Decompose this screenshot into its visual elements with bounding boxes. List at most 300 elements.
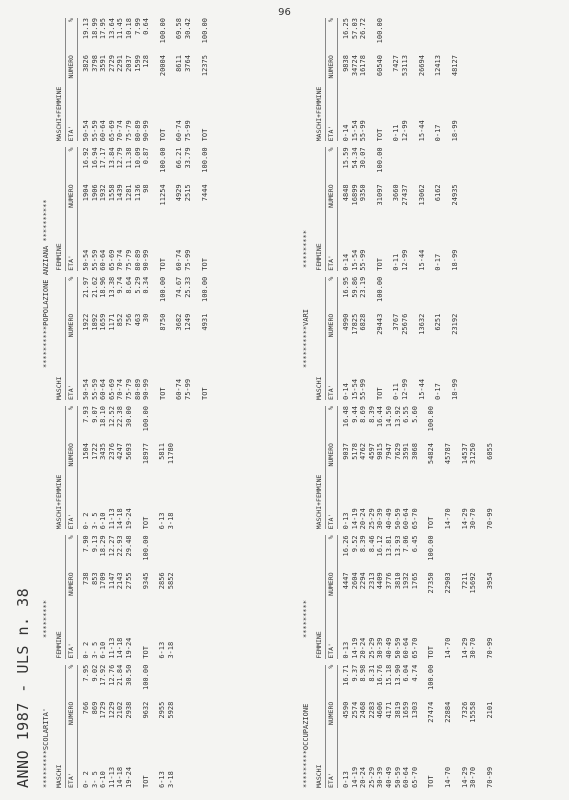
- table-cell: [410, 147, 418, 184]
- table-cell: 50-54: [82, 249, 90, 271]
- table-cell: 738: [82, 572, 90, 586]
- table-cell: 20-24: [359, 766, 368, 788]
- table-cell: [478, 572, 486, 616]
- section-header-stars: *********: [302, 230, 310, 268]
- table-cell: TOT: [375, 258, 384, 271]
- table-cell: 5928: [166, 701, 175, 719]
- table-cell: [461, 406, 470, 443]
- table-cell: [419, 572, 427, 616]
- table-cell: 100.00: [158, 18, 167, 44]
- table-cell: 15558: [469, 701, 478, 723]
- table-cell: 4597: [367, 443, 376, 460]
- table-cell: 22.38: [116, 406, 125, 428]
- table-cell: 1147: [107, 572, 116, 590]
- table-cell: 15-44: [417, 378, 426, 401]
- table-cell: [486, 406, 495, 443]
- table-cell: 2955: [158, 701, 167, 719]
- table-cell: 27474: [427, 701, 436, 723]
- table-cell: 18.29: [99, 535, 108, 557]
- table-cell: 30-70: [469, 766, 478, 788]
- table-cell: TOT: [141, 775, 150, 788]
- table-cell: 16.92: [82, 147, 90, 169]
- table-cell: [419, 487, 427, 529]
- table-cell: [151, 314, 159, 358]
- table-cell: 15692: [469, 572, 478, 594]
- table-cell: 8611: [175, 55, 184, 72]
- table-row: [392, 277, 401, 400]
- table-cell: 6055: [485, 443, 494, 460]
- table-body: [342, 18, 459, 141]
- table-row: [359, 277, 368, 400]
- table-cell: 13.93: [393, 535, 402, 557]
- table-row: [134, 277, 143, 400]
- table-cell: 0-17: [434, 253, 443, 271]
- table-cell: [150, 535, 158, 572]
- table-cell: [436, 702, 444, 746]
- table-cell: 853: [90, 572, 99, 586]
- table-cell: [150, 406, 158, 443]
- table-cell: 20004: [158, 55, 167, 77]
- table-cell: 14-19: [350, 766, 359, 788]
- table-row: [461, 665, 470, 788]
- table-cell: 9015: [376, 443, 385, 460]
- table-cell: 3810: [393, 572, 402, 590]
- block-title: MASCHI: [55, 764, 63, 788]
- table-row: [151, 277, 159, 400]
- table-cell: 60-64: [99, 120, 108, 142]
- table-row: [419, 535, 427, 658]
- table-cell: 2468: [359, 701, 368, 719]
- table-cell: 12413: [434, 55, 443, 77]
- table-cell: 4931: [200, 313, 209, 331]
- column-header: NUMERO: [327, 443, 335, 467]
- table-cell: 18-99: [450, 249, 459, 271]
- table-cell: 3- 5: [90, 771, 99, 788]
- table-cell: 16.26: [342, 535, 350, 557]
- table-cell: [453, 406, 461, 443]
- table-row: [410, 147, 418, 270]
- table-row: [116, 277, 125, 400]
- table-block: [314, 271, 494, 400]
- table-cell: 100.00: [200, 276, 209, 303]
- table-cell: 12.76: [107, 664, 116, 686]
- table-cell: [426, 55, 434, 99]
- table-cell: [158, 535, 167, 572]
- table-cell: 4848: [342, 184, 350, 202]
- table-row: [184, 18, 193, 141]
- table-row: [434, 277, 443, 400]
- column-headers: [325, 665, 338, 788]
- column-header: NUMERO: [327, 701, 335, 726]
- table-cell: [193, 55, 201, 99]
- table-cell: 30-39: [376, 637, 385, 659]
- table-row: [91, 535, 100, 658]
- table-cell: 18-99: [450, 120, 459, 142]
- table-row: [134, 535, 142, 658]
- table-cell: [426, 18, 434, 55]
- table-cell: [436, 406, 444, 443]
- table-body: [82, 406, 175, 529]
- table-cell: 25-29: [367, 508, 376, 530]
- table-row: [392, 147, 401, 270]
- table-cell: [401, 18, 410, 55]
- table-cell: 100.00: [200, 147, 209, 173]
- table-cell: 0-11: [392, 253, 401, 271]
- table-cell: 6.04: [402, 664, 411, 682]
- table-row: [436, 535, 444, 658]
- table-cell: 100.00: [375, 18, 384, 44]
- table-cell: [150, 746, 158, 788]
- table-row: [402, 665, 411, 788]
- column-headers: [65, 665, 78, 788]
- table-cell: 7629: [393, 443, 402, 460]
- table-cell: [392, 18, 401, 55]
- table-row: [453, 406, 461, 529]
- table-cell: [410, 314, 418, 358]
- table-cell: [158, 665, 167, 702]
- column-headers: [65, 406, 78, 529]
- table-cell: 14-29: [460, 637, 469, 659]
- table-cell: 15-44: [417, 249, 426, 271]
- table-cell: 17.92: [99, 664, 108, 686]
- table-cell: 6.55: [402, 406, 411, 423]
- table-cell: 14-18: [116, 508, 125, 530]
- table-cell: 9.74: [116, 276, 125, 294]
- top-tables: [54, 12, 209, 788]
- table-row: [351, 147, 360, 270]
- table-cell: [151, 277, 159, 314]
- table-cell: 12-99: [400, 249, 409, 271]
- table-cell: 23.19: [359, 276, 368, 298]
- table-cell: 15-54: [350, 378, 359, 401]
- table-cell: [167, 665, 176, 702]
- table-row: [443, 277, 451, 400]
- table-cell: 70-99: [485, 766, 494, 788]
- table-cell: [419, 702, 427, 746]
- table-cell: 3682: [175, 313, 184, 331]
- table-row: [394, 535, 403, 658]
- table-cell: 6-10: [99, 641, 108, 659]
- column-header: %: [327, 147, 335, 152]
- table-cell: 4.74: [410, 664, 419, 682]
- block-title: MASCHI+FEMMINE: [315, 86, 323, 142]
- table-cell: [436, 443, 444, 487]
- table-cell: 80-89: [133, 249, 142, 271]
- table-cell: [451, 147, 460, 184]
- table-cell: 60-74: [175, 378, 184, 401]
- table-body: [82, 18, 209, 141]
- column-header: %: [67, 147, 75, 152]
- table-cell: 7.95: [82, 664, 90, 682]
- bottom-sections: [300, 12, 494, 788]
- table-cell: 6-13: [158, 641, 167, 659]
- table-row: [82, 406, 91, 529]
- table-cell: 50-59: [393, 766, 402, 788]
- table-body: [342, 406, 494, 529]
- table-cell: 2313: [367, 572, 376, 590]
- table-row: [99, 277, 108, 400]
- table-cell: [193, 229, 201, 271]
- section-header: *********OCCUPAZIONE: [302, 703, 310, 788]
- table-cell: 30.42: [183, 18, 192, 40]
- block-title: MASCHI: [315, 764, 323, 788]
- table-row: [384, 277, 392, 400]
- table-block: [54, 12, 209, 141]
- table-row: [91, 18, 100, 141]
- table-row: [116, 535, 125, 658]
- table-cell: [134, 572, 142, 616]
- table-cell: 65-70: [410, 508, 419, 530]
- table-cell: 31250: [469, 443, 478, 465]
- table-cell: [167, 406, 176, 443]
- column-header: %: [327, 664, 335, 669]
- table-cell: 2101: [485, 701, 494, 719]
- table-cell: [368, 147, 376, 184]
- table-cell: [134, 617, 142, 659]
- table-block: [54, 659, 209, 788]
- table-row: [359, 406, 368, 529]
- column-header: NUMERO: [67, 572, 75, 596]
- table-cell: 33.79: [183, 147, 192, 169]
- column-header: NUMERO: [67, 313, 75, 338]
- table-cell: 0-13: [342, 771, 350, 788]
- table-block: [54, 400, 209, 529]
- table-cell: 0-13: [342, 512, 350, 530]
- table-cell: 1439: [116, 184, 125, 202]
- table-cell: 27437: [400, 184, 409, 206]
- table-cell: 70-74: [116, 249, 125, 271]
- table-cell: [419, 443, 427, 487]
- table-cell: 5852: [166, 572, 175, 590]
- table-block: [54, 529, 209, 658]
- table-cell: [167, 18, 175, 55]
- table-cell: [418, 18, 427, 55]
- table-cell: [478, 406, 486, 443]
- table-cell: 70-74: [116, 378, 125, 401]
- table-cell: 100.00: [427, 535, 436, 561]
- table-row: [351, 406, 360, 529]
- table-cell: 65-70: [410, 766, 419, 788]
- table-cell: 60-64: [99, 378, 108, 401]
- table-cell: 9.37: [350, 664, 359, 682]
- table-cell: 11254: [158, 184, 167, 206]
- table-row: [453, 665, 461, 788]
- column-header: ETA': [67, 125, 75, 142]
- table-cell: 13.90: [393, 664, 402, 686]
- table-row: [401, 277, 410, 400]
- table-cell: 100.00: [158, 147, 167, 173]
- table-cell: 0-14: [342, 253, 350, 271]
- table-cell: [410, 99, 418, 141]
- column-header: ETA': [327, 513, 335, 530]
- table-row: [167, 147, 175, 270]
- table-cell: 30.07: [359, 147, 368, 169]
- table-row: [394, 406, 403, 529]
- table-row: [443, 147, 451, 270]
- table-cell: 30-39: [376, 508, 385, 530]
- table-cell: TOT: [158, 387, 167, 401]
- table-cell: 22903: [443, 572, 452, 594]
- table-cell: 1558: [107, 184, 116, 202]
- table-row: [193, 18, 201, 141]
- table-row: [158, 535, 167, 658]
- table-cell: 9632: [141, 701, 150, 719]
- table-cell: 463: [133, 313, 142, 327]
- table-cell: 34724: [350, 55, 359, 77]
- column-header: NUMERO: [327, 184, 335, 208]
- table-cell: 25676: [400, 313, 409, 335]
- report-title: ANNO 1987 - ULS n. 38: [14, 587, 32, 788]
- table-row: [193, 147, 201, 270]
- table-cell: 90-99: [142, 249, 151, 271]
- table-cell: 40-49: [384, 508, 393, 530]
- table-cell: 13.92: [393, 406, 402, 428]
- table-cell: 11780: [166, 443, 175, 465]
- table-cell: 18.10: [99, 406, 108, 428]
- table-row: [342, 18, 351, 141]
- table-cell: 100.00: [141, 406, 150, 432]
- table-cell: TOT: [427, 516, 436, 530]
- table-cell: 9.44: [350, 406, 359, 423]
- table-cell: 19-24: [124, 766, 133, 788]
- table-cell: 3435: [99, 443, 108, 460]
- table-cell: [453, 487, 461, 529]
- table-cell: 6828: [359, 313, 368, 331]
- table-block: [54, 271, 209, 400]
- bottom-tables: [314, 12, 494, 788]
- table-cell: 3819: [393, 701, 402, 719]
- table-cell: 5178: [350, 443, 359, 460]
- table-cell: [167, 147, 175, 184]
- table-cell: 30.00: [124, 406, 133, 428]
- table-cell: [193, 358, 201, 400]
- table-cell: 70-99: [485, 637, 494, 659]
- table-cell: 100.00: [141, 664, 150, 690]
- table-cell: 16.12: [376, 535, 385, 557]
- table-cell: 40-49: [384, 637, 393, 659]
- table-cell: [368, 184, 376, 228]
- table-row: [392, 18, 401, 141]
- table-cell: 9.02: [90, 664, 99, 682]
- table-cell: [426, 99, 434, 141]
- table-cell: [134, 487, 142, 529]
- table-cell: 756: [124, 313, 133, 327]
- table-cell: 6251: [434, 313, 443, 331]
- table-row: [82, 147, 91, 270]
- table-body: [342, 665, 494, 788]
- table-cell: 17.17: [99, 147, 108, 169]
- table-row: [384, 147, 392, 270]
- table-cell: 0-11: [392, 124, 401, 142]
- table-row: [359, 147, 368, 270]
- table-cell: 90-99: [142, 378, 151, 401]
- table-row: [134, 18, 143, 141]
- column-headers: [65, 18, 78, 141]
- table-row: [108, 277, 117, 400]
- table-cell: [384, 147, 392, 184]
- table-row: [418, 18, 427, 141]
- table-cell: 6.45: [410, 535, 419, 553]
- table-cell: [134, 665, 142, 702]
- table-cell: 19.13: [82, 18, 90, 40]
- table-cell: 2515: [183, 184, 192, 202]
- table-cell: 7326: [460, 701, 469, 719]
- table-cell: 1229: [107, 701, 116, 719]
- table-row: [158, 406, 167, 529]
- table-cell: TOT: [200, 128, 209, 142]
- table-row: [82, 535, 91, 658]
- table-cell: [478, 617, 486, 659]
- table-cell: [443, 184, 451, 228]
- table-cell: [134, 406, 142, 443]
- table-row: [159, 277, 168, 400]
- table-cell: 50-59: [393, 637, 402, 659]
- section-header: **********POPOLAZIONE ANZIANA **********: [42, 199, 50, 368]
- table-cell: 3776: [384, 572, 393, 590]
- table-cell: 1722: [90, 443, 99, 460]
- table-cell: [167, 314, 175, 358]
- table-cell: 55-99: [359, 120, 368, 142]
- table-row: [82, 277, 91, 400]
- block-title: MASCHI+FEMMINE: [55, 474, 63, 530]
- block-title: FEMMINE: [315, 631, 323, 659]
- table-cell: 5693: [124, 443, 133, 460]
- table-row: [342, 277, 351, 400]
- column-header: ETA': [67, 513, 75, 530]
- table-cell: 60-64: [99, 249, 108, 271]
- table-cell: [151, 99, 159, 141]
- table-cell: 60-64: [402, 508, 411, 530]
- table-row: [478, 406, 486, 529]
- table-row: [376, 665, 385, 788]
- table-row: [402, 406, 411, 529]
- table-cell: 2604: [350, 572, 359, 590]
- table-cell: 3068: [410, 443, 419, 460]
- table-cell: 1249: [183, 313, 192, 331]
- table-cell: 30-70: [469, 508, 478, 530]
- section-header: *********SCOLARITA': [42, 707, 50, 788]
- block-title: MASCHI+FEMMINE: [55, 86, 63, 142]
- table-cell: [410, 55, 418, 99]
- table-row: [368, 535, 377, 658]
- table-cell: 2037: [124, 55, 133, 72]
- table-cell: 75-99: [183, 120, 192, 142]
- table-cell: [453, 702, 461, 746]
- table-cell: [436, 617, 444, 659]
- table-cell: 12.27: [107, 535, 116, 557]
- table-cell: [384, 55, 392, 99]
- table-cell: [443, 229, 451, 271]
- block-title: FEMMINE: [55, 243, 63, 271]
- table-cell: 16.48: [342, 406, 350, 428]
- table-cell: TOT: [158, 128, 167, 142]
- table-cell: 20-24: [359, 637, 368, 659]
- table-cell: [368, 314, 376, 358]
- table-body: [82, 147, 209, 270]
- table-row: [125, 535, 134, 658]
- table-cell: 74.67: [175, 276, 184, 298]
- table-cell: [167, 358, 175, 400]
- table-cell: 3-18: [166, 641, 175, 659]
- section-header: **********VARI: [302, 308, 310, 368]
- table-cell: 21.97: [82, 276, 90, 298]
- table-row: [108, 406, 117, 529]
- table-cell: 75-99: [183, 249, 192, 271]
- table-cell: 4606: [376, 701, 385, 719]
- table-cell: [384, 358, 392, 400]
- table-row: [486, 535, 495, 658]
- table-cell: [410, 18, 418, 55]
